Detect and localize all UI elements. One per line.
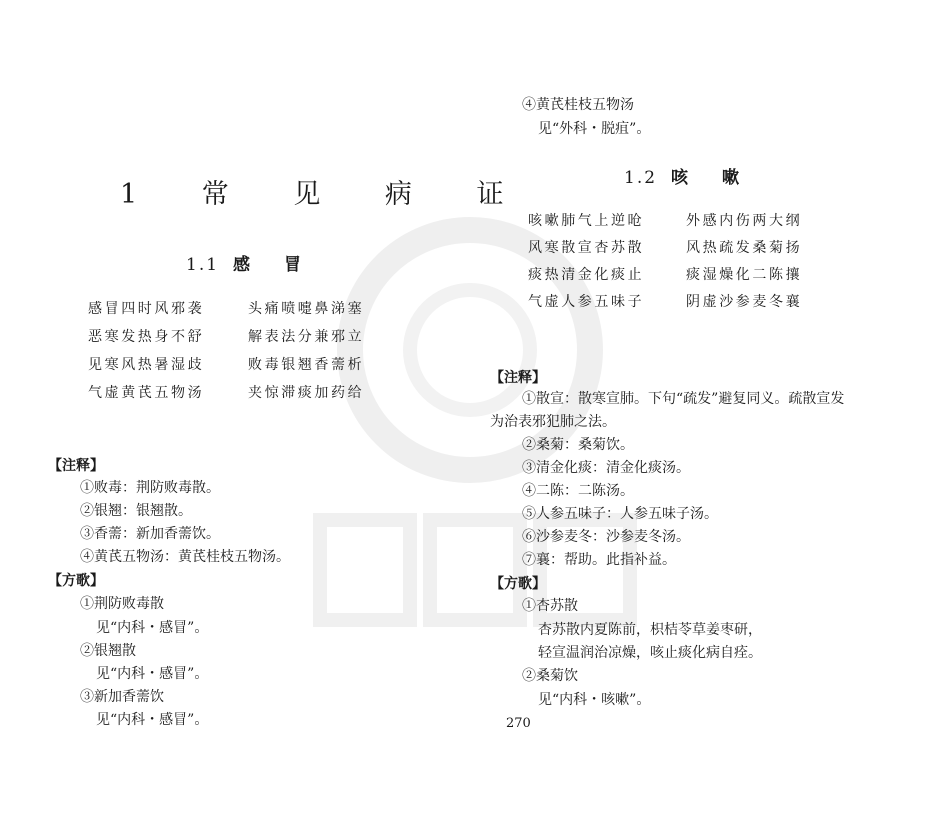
songs-heading: 【方歌】 (490, 576, 546, 592)
verse-line: 恶寒发热身不舒 (88, 329, 205, 345)
verse-line: 败毒银翘香薷析 (248, 357, 365, 373)
verse-line: 外感内伤两大纲 (686, 213, 803, 229)
song-text: 见“内科・感冒”。 (96, 620, 209, 636)
song-text: 见“内科・咳嗽”。 (538, 692, 651, 708)
song-text: 杏苏散内夏陈前，枳桔苓草姜枣研， (538, 622, 762, 638)
song-title: ②桑菊饮 (522, 668, 578, 684)
verse-line: 夹惊滞痰加药给 (248, 385, 365, 401)
note-item: ②桑菊：桑菊饮。 (522, 437, 634, 453)
note-item: ③清金化痰：清金化痰汤。 (522, 460, 690, 476)
section-name: 咳嗽 (671, 168, 774, 188)
note-item: ③香薷：新加香薷饮。 (80, 526, 220, 542)
note-item: ①散宣：散寒宣肺。下句“疏发”避复同义。疏散宣发 (522, 391, 845, 407)
verse-line: 头痛喷嚏鼻涕塞 (248, 301, 365, 317)
section-title-cold (186, 250, 335, 275)
page-number: 270 (506, 716, 531, 731)
verse-line: 风热疏发桑菊扬 (686, 240, 803, 256)
verse-line: 气虚人参五味子 (528, 294, 645, 310)
verse-line: 解表法分兼邪立 (248, 329, 365, 345)
note-item: ④黄芪五物汤：黄芪桂枝五物汤。 (80, 549, 290, 565)
note-item: ⑦襄：帮助。此指补益。 (522, 552, 676, 568)
song-title: ①杏苏散 (522, 598, 578, 614)
song-title: ④黄芪桂枝五物汤 (522, 97, 634, 113)
song-title: ③新加香薷饮 (80, 689, 164, 705)
section-number: 1.2 (624, 168, 658, 188)
song-text: 见“外科・脱疽”。 (538, 121, 651, 137)
song-text: 见“内科・感冒”。 (96, 666, 209, 682)
section-number: 1.1 (186, 255, 220, 275)
notes-heading: 【注释】 (48, 458, 104, 474)
verse-line: 痰热清金化痰止 (528, 267, 645, 283)
song-text: 见“内科・感冒”。 (96, 712, 209, 728)
note-item: ⑤人参五味子：人参五味子汤。 (522, 506, 718, 522)
song-title: ②银翘散 (80, 643, 136, 659)
songs-heading: 【方歌】 (48, 573, 104, 589)
chapter-title: 1 常 见 病 证 (120, 179, 532, 210)
note-item: ①败毒：荆防败毒散。 (80, 480, 220, 496)
verse-line: 咳嗽肺气上逆呛 (528, 213, 645, 229)
verse-line: 风寒散宣杏苏散 (528, 240, 645, 256)
verse-line: 阴虚沙参麦冬襄 (686, 294, 803, 310)
verse-line: 痰湿燥化二陈攘 (686, 267, 803, 283)
section-title-cough (624, 163, 773, 188)
verse-line: 感冒四时风邪袭 (88, 301, 205, 317)
verse-line: 见寒风热暑湿歧 (88, 357, 205, 373)
note-item: ⑥沙参麦冬：沙参麦冬汤。 (522, 529, 690, 545)
song-text: 轻宣温润治凉燥，咳止痰化病自痊。 (538, 645, 762, 661)
note-item: ②银翘：银翘散。 (80, 503, 192, 519)
note-item: ④二陈：二陈汤。 (522, 483, 634, 499)
notes-heading: 【注释】 (490, 370, 546, 386)
verse-line: 气虚黄芪五物汤 (88, 385, 205, 401)
song-title: ①荆防败毒散 (80, 596, 164, 612)
note-item-continued: 为治表邪犯肺之法。 (490, 414, 616, 430)
section-name: 感冒 (233, 255, 336, 275)
